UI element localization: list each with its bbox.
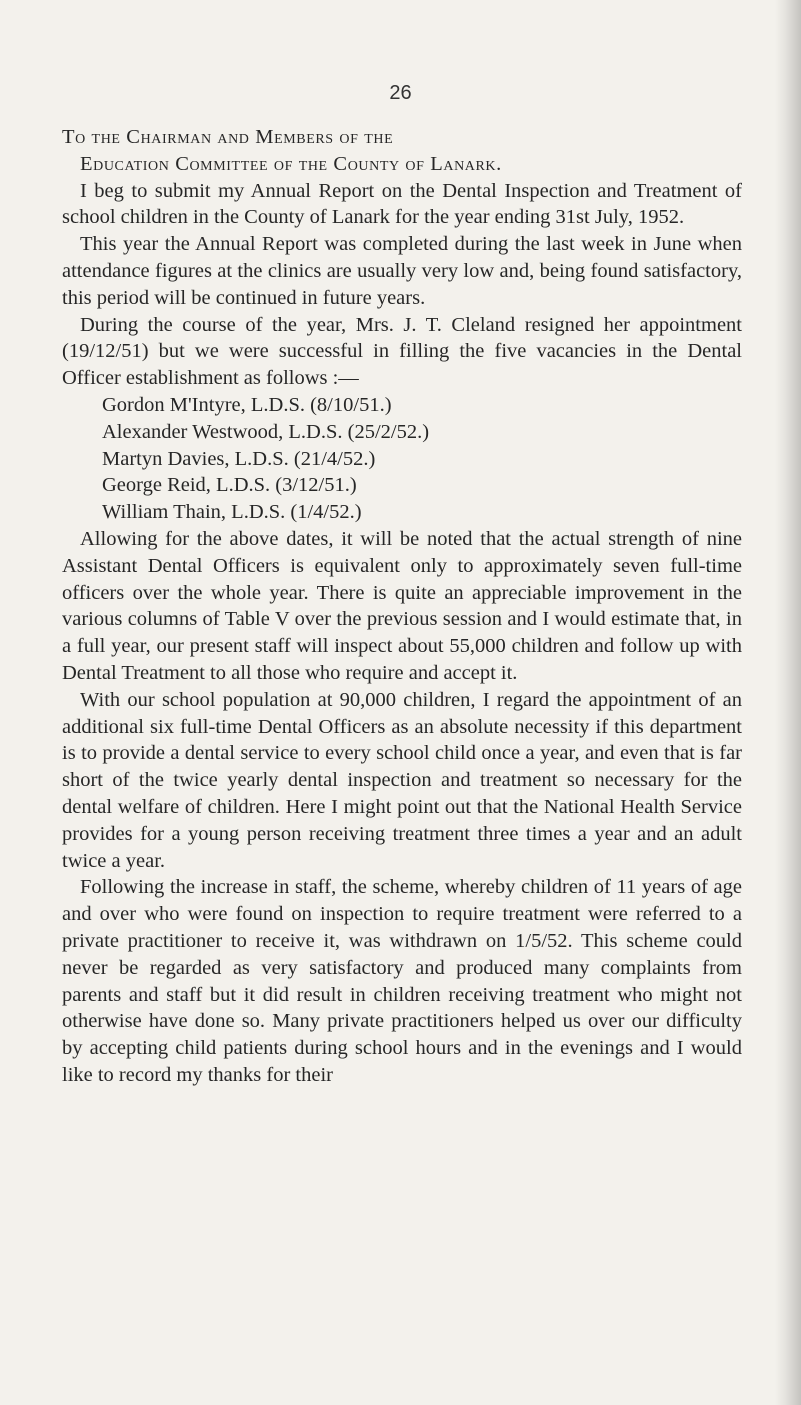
page-number: 26 (389, 82, 412, 104)
address-line-2: Education Committee of the County of Lanark. (80, 152, 502, 175)
paragraph-school-population: With our school population at 90,000 children, I regard the appointment of an additional six full-time Dental Officers as an absolute necessity if this department is to provide a dental service to every school child once a year, and even that is far short of the twice yearly dental inspection and treatment so necessary for the dental welfare of children. Here I might point out that the National Health Service provides for a young person receiving treatment three times a year and an adult twice a year. (62, 688, 742, 872)
list-item: Gordon M'Intyre, L.D.S. (8/10/51.) (102, 393, 392, 416)
list-item: William Thain, L.D.S. (1/4/52.) (102, 501, 362, 524)
address-block (62, 124, 742, 178)
list-item: George Reid, L.D.S. (3/12/51.) (102, 474, 357, 497)
paragraph-referral-scheme: Following the increase in staff, the scheme, whereby children of 11 years of age and over who were found on inspection to require treatment were referred to a private practitioner to receive it, was withdrawn on 1/5/52. This scheme could never be regarded as very satisfactory and produced many complaints from parents and staff but it did result in children receiving treatment who might not otherwise have done so. Many private practitioners helped us over our difficulty by accepting child patients during school hours and in the evenings and I would like to record my thanks for their (62, 876, 742, 1086)
paragraph-staff-strength: Allowing for the above dates, it will be noted that the actual strength of nine Assistant Dental Officers is equivalent only to approximately seven full-time officers over the whole year. There is quite an appreciable improvement in the various columns of Table V over the previous session and I would estimate that, in a full year, our present staff will inspect about 55,000 children and follow up with Dental Treatment to all those who require and accept it. (62, 527, 742, 684)
list-item: Alexander Westwood, L.D.S. (25/2/52.) (102, 420, 430, 443)
paragraph-submission: I beg to submit my Annual Report on the Dental Inspection and Treatment of school children in the County of Lanark for the year ending 31st July, 1952. (62, 179, 742, 229)
page-edge-shadow (775, 0, 801, 1405)
report-body (62, 124, 742, 1089)
paragraph-report-timing: This year the Annual Report was completed during the last week in June when attendance figures at the clinics are usually very low and, being found satisfactory, this period will be continued in future years. (62, 233, 742, 309)
appointments-list (62, 392, 742, 526)
paragraph-staff-changes: During the course of the year, Mrs. J. T. Cleland resigned her appointment (19/12/51) but we were successful in filling the five vacancies in the Dental Officer establishment as follows :— (62, 313, 742, 390)
address-line-1: To the Chairman and Members of the (62, 126, 394, 148)
list-item: Martyn Davies, L.D.S. (21/4/52.) (102, 447, 376, 470)
